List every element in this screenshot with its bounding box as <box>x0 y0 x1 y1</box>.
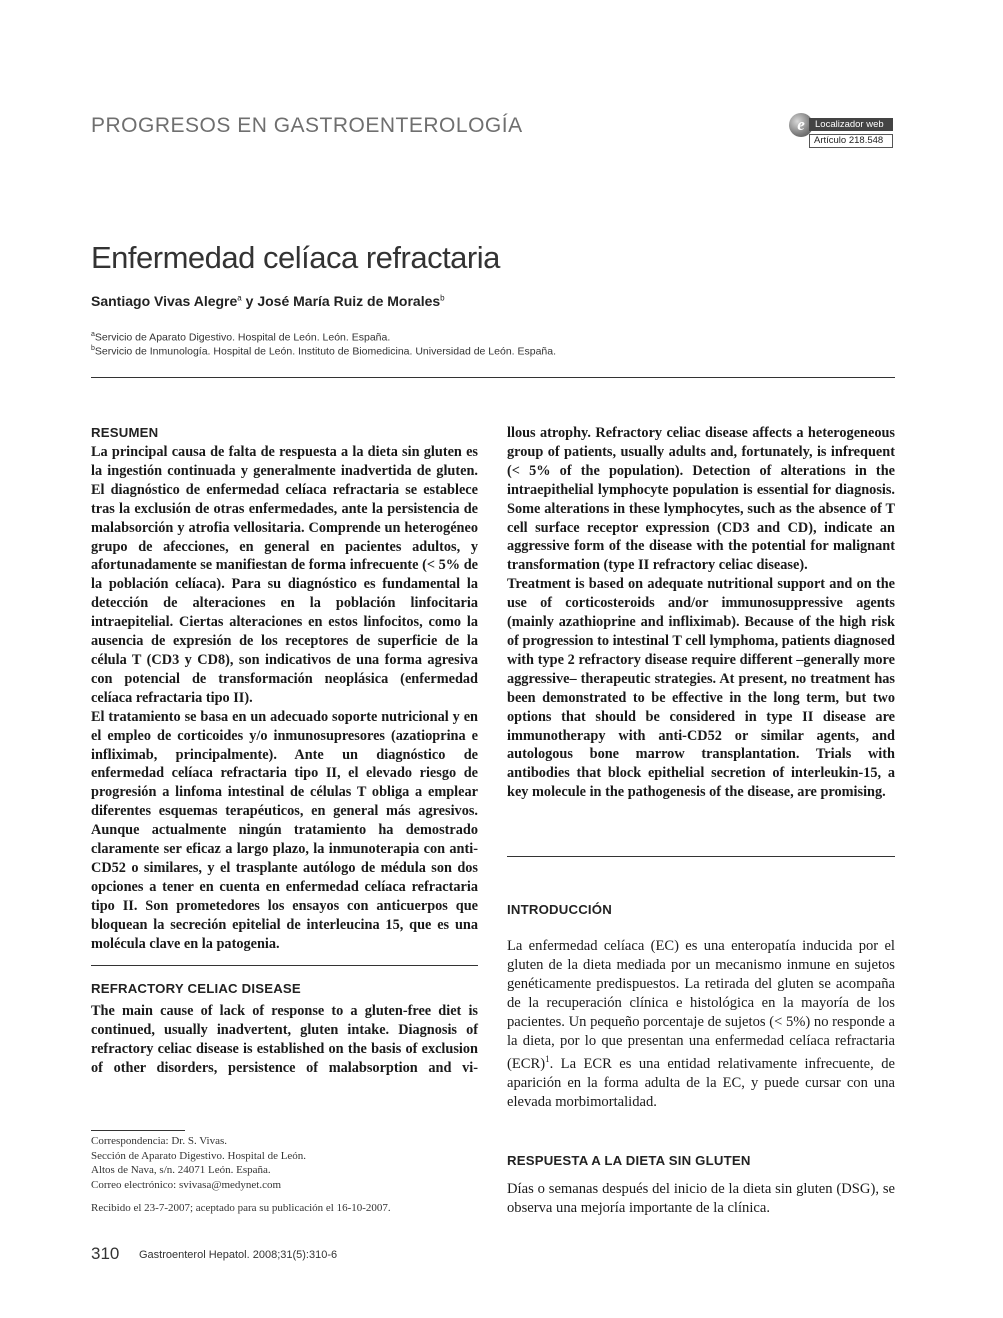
affil-text: Servicio de Inmunología. Hospital de León. Instituto de Biomedicina. Universidad de León. España. <box>94 345 557 358</box>
author-separator: y <box>241 293 258 309</box>
section-divider <box>91 965 478 966</box>
section-divider <box>507 856 895 857</box>
abstract-en-body-start <box>91 1002 478 1078</box>
respuesta-heading: RESPUESTA A LA DIETA SIN GLUTEN <box>507 1153 751 1168</box>
affiliation-b <box>91 345 556 358</box>
article-id: Artículo 218.548 <box>809 134 893 148</box>
introduccion-body <box>507 937 895 1112</box>
affil-text: Servicio de Aparato Digestivo. Hospital de León. León. España. <box>94 331 391 344</box>
resumen-heading: RESUMEN <box>91 425 159 440</box>
footnote-line: Correspondencia: Dr. S. Vivas. <box>91 1135 228 1147</box>
abstract-en-heading: REFRACTORY CELIAC DISEASE <box>91 981 301 996</box>
page-number: 310 <box>91 1244 120 1263</box>
introduccion-heading: INTRODUCCIÓN <box>507 902 612 917</box>
locator-label: Localizador web <box>809 118 893 131</box>
author-affil-mark: b <box>440 293 445 303</box>
author-name: Santiago Vivas Alegre <box>91 293 238 309</box>
abstract-paragraph: Treatment is based on adequate nutritional support and on the use of corticosteroids and/or immunosuppressive agents (mainly azathioprine and infliximab). Because of the high risk of progression to intestinal T cell lymphoma, patients diagnosed with type 2 refractory disease require different –generally more aggressive– therapeutic strategies. At present, no treatment has been demonstrated to be effective in the long term, but two options that should be considered in type II disease are immunotherapy with anti-CD52 or similar agents, and autologous bone marrow transplantation. Trials with antibodies that block epithelial secretion of interleukin-15, a key molecule in the pathogenesis of the disease, are promising. <box>507 576 895 801</box>
author-list <box>91 293 445 309</box>
abstract-paragraph: llous atrophy. Refractory celiac disease affects a heterogeneous group of patients, usually adults and, fortunately, is infrequent (< 5% of the population). Detection of alterations in the intraepithelial lymphocyte population is essential for diagnosis. Some alterations in these lymphocytes, such as the absence of T cell surface receptor expression (CD3 and CD), indicate an aggressive form of the disease with the potential for malignant transformation (type II refractory celiac disease). <box>507 425 895 574</box>
resumen-body <box>91 443 478 953</box>
footnote-line: Altos de Nava, s/n. 24071 León. España. <box>91 1164 271 1176</box>
abstract-paragraph: The main cause of lack of response to a gluten-free diet is continued, usually inadvertent, gluten intake. Diagnosis of refractory celiac disease is established on the basis of exclusion of other disorders, persistence of malabsorption and vi- <box>91 1003 478 1076</box>
resumen-paragraph: El tratamiento se basa en un adecuado soporte nutricional y en el empleo de corticoides y/o inmunosupresores (azatioprina e infliximab, principalmente). Ante un diagnóstico de enfermedad celíaca refractaria tipo II, el elevado riesgo de progresión a linfoma intestinal de células T obliga a emplear diferentes esquemas terapéuticos, en general más agresivos. Aunque actualmente ningún tratamiento ha demostrado claramente ser eficaz a largo plazo, la inmunoterapia con anti-CD52 o similares, y el trasplante autólogo de médula son dos opciones a tener en cuenta en enfermedad celíaca refractaria tipo II. Son prometedores los ensayos con anticuerpos que bloquean la secreción epitelial de interleucina 15, que es una molécula clave en la patogenia. <box>91 708 478 952</box>
web-locator-badge[interactable] <box>789 113 895 151</box>
respuesta-paragraph: Días o semanas después del inicio de la dieta sin gluten (DSG), se observa una mejoría importante de la clínica. <box>507 1181 895 1216</box>
author-affil-mark: a <box>237 293 242 303</box>
footnote-email: Correo electrónico: svivasa@medynet.com <box>91 1178 282 1191</box>
received-dates: Recibido el 23-7-2007; aceptado para su publicación el 16-10-2007. <box>91 1202 391 1214</box>
affiliation-a <box>91 331 390 344</box>
abstract-en-body-continued <box>507 424 895 802</box>
affil-mark: a <box>91 331 95 338</box>
title-divider <box>91 377 895 378</box>
resumen-paragraph: La principal causa de falta de respuesta a la dieta sin gluten es la ingestión continuada y generalmente inadvertida de gluten. El diagnóstico de enfermedad celíaca refractaria se establece tras la exclusión de otras enfermedades, ante la persistencia de malabsorción y atrofia vellositaria. Comprende un heterogéneo grupo de afecciones, en general en pacientes adultos, y afortunadamente se manifiestan de forma infrecuente (< 5% de la población celíaca). Para su diagnóstico es fundamental la detección de alteraciones en la población linfocitaria intraepitelial. Ciertas alteraciones en estos linfocitos, como la ausencia de expresión de los receptores de superficie de la célula T (CD3 y CD8), son indicativos de una forma agresiva con potencial de transformación neoplásica (enfermedad celíaca refractaria tipo II). <box>91 444 478 706</box>
footnote-divider <box>91 1130 185 1131</box>
footnote-line: Sección de Aparato Digestivo. Hospital de León. <box>91 1149 307 1162</box>
intro-paragraph <box>507 937 895 1112</box>
journal-section-title: PROGRESOS EN GASTROENTEROLOGÍA <box>91 114 523 137</box>
journal-citation: Gastroenterol Hepatol. 2008;31(5):310-6 <box>139 1249 338 1261</box>
article-title: Enfermedad celíaca refractaria <box>91 240 500 275</box>
intro-text: . La ECR es una entidad relativamente infrecuente, de aparición en la forma adulta de la EC, y puede cursar con una elevada morbimortalidad. <box>507 1056 895 1111</box>
intro-text: La enfermedad celíaca (EC) es una enteropatía inducida por el gluten de la dieta mediada por un mecanismo inmune en sujetos genéticamente predispuestos. La retirada del gluten se acompaña de la recuperación clínica e histológica en la mayoría de los pacientes. Un pequeño porcentaje de sujetos (< 5%) no responde a la dieta, por lo que presentan una enfermedad celíaca refractaria (ECR) <box>507 938 895 1073</box>
e-logo-icon: e <box>789 113 813 137</box>
reference-mark[interactable]: 1 <box>545 1054 550 1065</box>
respuesta-body <box>507 1180 895 1218</box>
affil-mark: b <box>91 345 95 352</box>
author-name: José María Ruiz de Morales <box>257 293 441 309</box>
correspondence <box>91 1134 306 1192</box>
